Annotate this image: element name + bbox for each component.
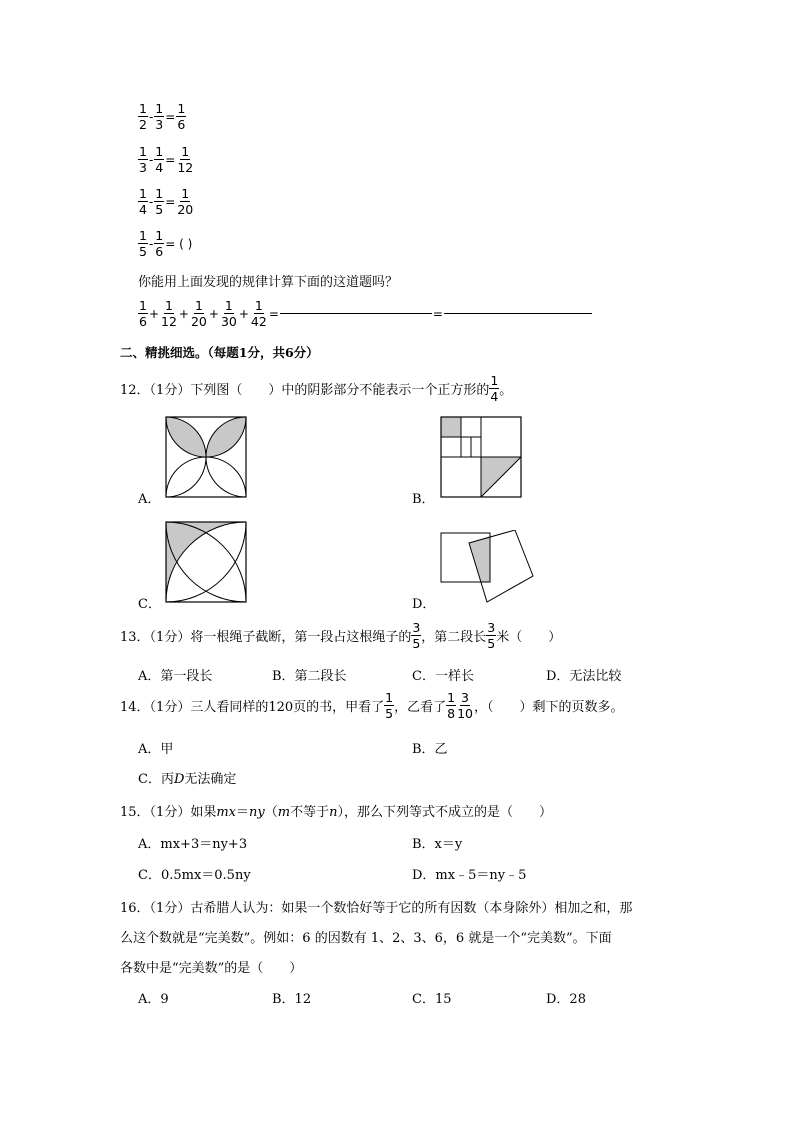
equals-sign: = xyxy=(165,152,176,167)
denominator: 12 xyxy=(177,160,194,175)
minus-sign: - xyxy=(148,109,154,124)
question-12 xyxy=(120,373,512,404)
question-text: （ xyxy=(264,805,278,820)
petal xyxy=(206,457,246,497)
numerator: 1 xyxy=(155,101,164,116)
question-text: ，第二段长 xyxy=(421,630,487,645)
numerator: 1 xyxy=(181,144,190,159)
shaded-petal xyxy=(206,417,246,457)
numerator: 1 xyxy=(181,186,190,201)
question-text: 12．（1分）下列图（ ）中的阴影部分不能表示一个正方形的 xyxy=(120,383,490,398)
plus-sign: + xyxy=(178,306,189,321)
answer-blank-2[interactable] xyxy=(444,313,592,314)
pattern-row-4 xyxy=(138,228,193,259)
denominator: 6 xyxy=(155,244,164,259)
denominator: 30 xyxy=(220,314,237,329)
numerator: 1 xyxy=(155,186,164,201)
numerator: 1 xyxy=(164,298,173,313)
fraction xyxy=(190,298,208,329)
question-text: ），那么下列等式不成立的是（ ） xyxy=(337,805,552,820)
question-text: 15．（1分）如果 xyxy=(120,805,217,820)
shaded-overlap xyxy=(469,536,490,582)
q13-option-b[interactable]: B．第二段长 xyxy=(272,669,347,684)
denominator: 12 xyxy=(161,314,177,329)
numerator: 1 xyxy=(385,690,394,705)
q16-option-d[interactable]: D．28 xyxy=(546,992,586,1007)
q13-option-c[interactable]: C．一样长 xyxy=(412,669,474,684)
numerator: 1 xyxy=(254,298,263,313)
equals-sign: = xyxy=(432,306,443,321)
question-16-line-2: 么这个数就是“完美数”。例如：6 的因数有 1、2、3、6，6 就是一个“完美数”。下面 xyxy=(120,931,612,946)
equals-sign: ＝ xyxy=(236,805,250,820)
question-16-line-1: 16．（1分）古希腊人认为：如果一个数恰好等于它的所有因数（本身除外）相加之和，那 xyxy=(120,901,633,916)
denominator: 8 xyxy=(447,706,456,721)
question-text: 13．（1分）将一根绳子截断，第一段占这根绳子的 xyxy=(120,630,412,645)
option-text: 无法确定 xyxy=(184,772,237,787)
fraction xyxy=(456,690,474,721)
minus-sign: - xyxy=(148,194,154,209)
question-text: ，乙看了 xyxy=(394,700,447,715)
equals-sign: = xyxy=(165,194,176,209)
question-text: ，（ ）剩下的页数多。 xyxy=(473,700,624,715)
math-var: n xyxy=(329,805,338,820)
numerator: 1 xyxy=(447,690,456,705)
q16-option-b[interactable]: B．12 xyxy=(272,992,312,1007)
q15-option-a[interactable]: A．mx+3＝ny+3 xyxy=(138,837,248,852)
numerator: 1 xyxy=(177,101,186,116)
q14-option-a[interactable]: A．甲 xyxy=(138,742,174,757)
petal xyxy=(166,457,206,497)
pattern-row-3 xyxy=(138,186,194,217)
numerator: 1 xyxy=(490,373,499,388)
figure-b[interactable] xyxy=(440,416,522,498)
numerator: 1 xyxy=(155,144,164,159)
q13-option-a[interactable]: A．第一段长 xyxy=(138,669,213,684)
minus-sign: - xyxy=(148,152,154,167)
question-text: 不等于 xyxy=(290,805,330,820)
fraction xyxy=(384,690,394,721)
option-c-label: C． xyxy=(138,597,161,612)
shaded-petal xyxy=(166,417,206,457)
fraction xyxy=(489,373,499,404)
numerator: 1 xyxy=(139,101,147,116)
q14-option-c[interactable] xyxy=(138,768,236,787)
fraction xyxy=(154,101,164,132)
question-13 xyxy=(120,620,561,651)
option-a-label: A． xyxy=(138,492,161,507)
fraction xyxy=(176,144,194,175)
q13-option-d[interactable]: D．无法比较 xyxy=(546,669,622,684)
q15-option-d[interactable]: D．mx﹣5＝ny﹣5 xyxy=(412,868,527,883)
denominator: 5 xyxy=(412,636,421,651)
shaded-small-square xyxy=(441,417,461,437)
pattern-row-1 xyxy=(138,101,186,132)
fraction xyxy=(154,186,164,217)
denominator: 2 xyxy=(139,117,147,132)
fraction xyxy=(250,298,268,329)
pattern-row-2 xyxy=(138,144,194,175)
question-15 xyxy=(120,801,552,820)
numerator: 1 xyxy=(224,298,233,313)
math-var: mx xyxy=(216,805,236,820)
question-14 xyxy=(120,690,623,721)
fraction xyxy=(446,690,456,721)
option-d-label: D． xyxy=(412,597,436,612)
denominator: 42 xyxy=(250,314,267,329)
numerator: 3 xyxy=(487,620,496,635)
denominator: 3 xyxy=(139,160,147,175)
numerator: 1 xyxy=(139,228,147,243)
fraction xyxy=(220,298,238,329)
option-text: C．丙 xyxy=(138,772,174,787)
denominator: 10 xyxy=(457,706,473,721)
fraction xyxy=(154,228,164,259)
math-var: m xyxy=(277,805,291,820)
denominator: 5 xyxy=(139,244,147,259)
plus-sign: + xyxy=(238,306,249,321)
question-text: 。 xyxy=(499,383,513,398)
fraction xyxy=(176,101,186,132)
denominator: 4 xyxy=(155,160,164,175)
denominator: 5 xyxy=(385,706,394,721)
fraction xyxy=(138,186,148,217)
option-letter: D xyxy=(173,772,185,787)
numerator: 1 xyxy=(139,186,147,201)
figure-a[interactable] xyxy=(165,416,247,498)
denominator: 3 xyxy=(155,117,164,132)
denominator: 4 xyxy=(139,202,147,217)
q15-option-b[interactable]: B．x＝y xyxy=(412,837,463,852)
numerator: 3 xyxy=(461,690,469,705)
fraction xyxy=(176,186,194,217)
q14-option-b[interactable]: B．乙 xyxy=(412,742,448,757)
fraction xyxy=(486,620,496,651)
question-16-line-3: 各数中是“完美数”的是（ ） xyxy=(120,961,303,976)
numerator: 1 xyxy=(139,298,147,313)
denominator: 20 xyxy=(190,314,207,329)
denominator: 5 xyxy=(155,202,164,217)
fraction xyxy=(160,298,178,329)
figure-c[interactable] xyxy=(165,521,247,603)
sum-expression xyxy=(138,298,592,329)
numerator: 1 xyxy=(194,298,203,313)
q16-option-c[interactable]: C．15 xyxy=(412,992,452,1007)
section-title: 二、精挑细选。（每题1分，共6分） xyxy=(120,345,319,360)
fraction xyxy=(138,228,148,259)
pattern-question: 你能用上面发现的规律计算下面的这道题吗？ xyxy=(138,275,399,290)
q16-option-a[interactable]: A．9 xyxy=(138,992,169,1007)
question-text: 米（ ） xyxy=(496,630,562,645)
fraction xyxy=(138,298,148,329)
fraction xyxy=(411,620,421,651)
numerator: 1 xyxy=(139,144,147,159)
denominator: 6 xyxy=(177,117,186,132)
denominator: 6 xyxy=(139,314,147,329)
figure-d[interactable] xyxy=(438,530,536,604)
denominator: 5 xyxy=(487,636,496,651)
denominator: 4 xyxy=(490,389,499,404)
fraction xyxy=(138,101,148,132)
equals-sign: = xyxy=(165,109,176,124)
fraction xyxy=(138,144,148,175)
numerator: 1 xyxy=(155,228,164,243)
denominator: 20 xyxy=(177,202,194,217)
plus-sign: + xyxy=(208,306,219,321)
fraction xyxy=(154,144,164,175)
minus-sign: - xyxy=(148,236,154,251)
math-var: ny xyxy=(249,805,265,820)
option-b-label: B． xyxy=(412,492,435,507)
q15-option-c[interactable]: C．0.5mx＝0.5ny xyxy=(138,868,251,883)
equals-sign: = xyxy=(268,306,279,321)
plus-sign: + xyxy=(148,306,160,321)
numerator: 3 xyxy=(412,620,421,635)
answer-blank-1[interactable] xyxy=(280,313,432,314)
answer-placeholder: = ( ) xyxy=(165,236,193,251)
question-text: 14．（1分）三人看同样的120页的书，甲看了 xyxy=(120,700,385,715)
